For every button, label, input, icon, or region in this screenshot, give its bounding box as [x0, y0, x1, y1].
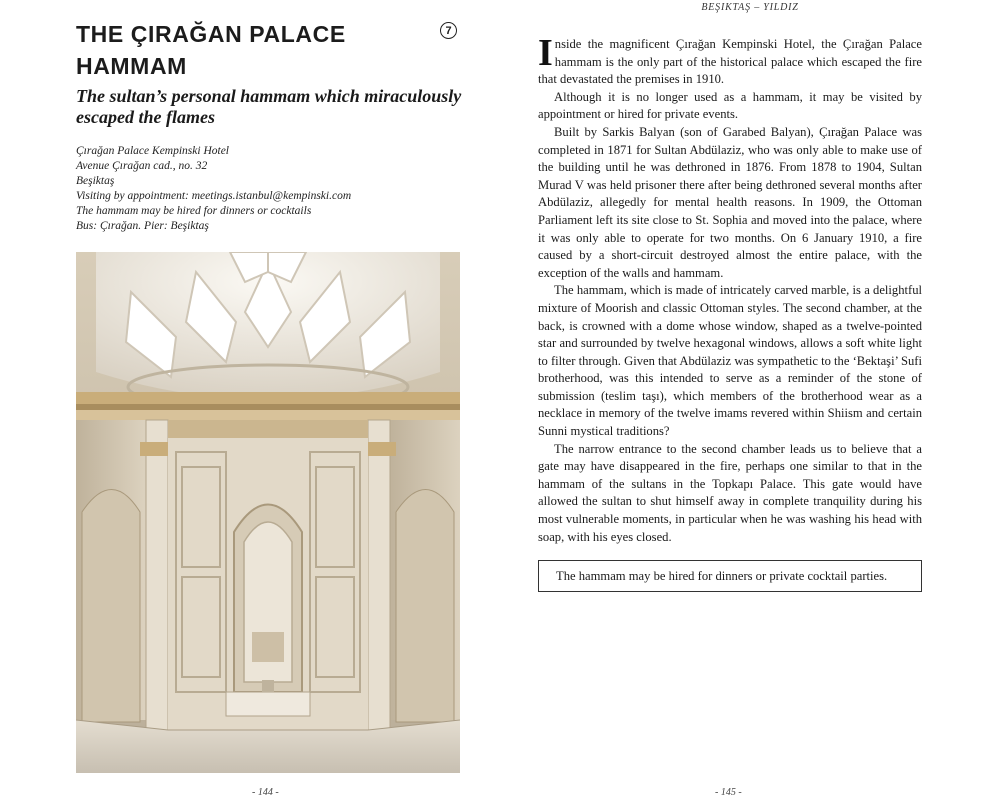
subtitle: The sultan’s personal hammam which miraculously escaped the flames — [76, 86, 462, 127]
paragraph: Built by Sarkis Balyan (son of Garabed Balyan), Çırağan Palace was completed in 1871 for Sultan Abdülaziz, who was only able to make use of the building until he was dethroned in 1876. From 1878 to 1904, Sultan Murad V was held prisoner there after being dethroned several months after Abdülaziz, allegedly for mental health reasons. In 1909, the Ottoman Parliament left its site close to St. Sophia and moved into the palace, where it was only able to operate for two months. On 6 January 1910, a fire caused by a short-circuit destroyed almost the entire palace, with the exception of the walls and hammam. — [538, 124, 922, 280]
right-page — [500, 0, 1000, 800]
paragraph: The hammam, which is made of intricately carved marble, is a delightful mixture of Moorish and classic Ottoman styles. The second chamber, at the back, is crowned with a dome whose window, shaped as a twelve-pointed star and surrounded by twelve hexagonal windows, allows a soft white light to filter through. Given that Abdülaziz was sympathetic to the ‘Bektaşi’ Sufi brotherhood, was this intended to serve as a reminder of the stone of submission (teslim taşı), which members of the brotherhood wear as a necklace in memory of the twelve imams revered within Shiism and certain Sunni mystical traditions? — [538, 283, 922, 439]
paragraph: Inside the magnificent Çırağan Kempinski Hotel, the Çırağan Palace hammam is the only part of the historical palace which escaped the fire that devastated the premises in 1910. — [538, 32, 922, 87]
hammam-photo — [76, 252, 460, 773]
running-head: BEŞIKTAŞ – YILDIZ — [701, 2, 799, 13]
article-body — [538, 32, 922, 546]
entry-number-badge: 7 — [440, 22, 457, 39]
page-title: THE ÇIRAĞAN PALACE HAMMAM — [76, 21, 346, 79]
info-line-hire: The hammam may be hired for dinners or cocktails — [76, 205, 312, 217]
paragraph: The narrow entrance to the second chamber leads us to believe that a gate may have disappeared in the fire, perhaps one similar to that in the hammam of the sultans in the Topkapı Palace. This gate would have allowed the sultan to shut himself away in complete tranquility during his most vulnerable moments, in particular when he was washing his head with soap, with his eyes closed. — [538, 441, 922, 544]
page-number-right: - 145 - — [715, 787, 742, 798]
info-line-visiting: Visiting by appointment: meetings.istanbul@kempinski.com — [76, 190, 352, 202]
drop-cap: I — [538, 32, 553, 74]
info-line-hotel: Çırağan Palace Kempinski Hotel — [76, 145, 229, 157]
info-line-address: Avenue Çırağan cad., no. 32 — [76, 160, 208, 172]
page-number-left: - 144 - — [252, 787, 279, 798]
info-line-transport: Bus: Çırağan. Pier: Beşiktaş — [76, 220, 209, 232]
note-box: The hammam may be hired for dinners or private cocktail parties. — [538, 560, 922, 592]
paragraph: Although it is no longer used as a hammam, it may be visited by appointment or hired for private events. — [538, 89, 922, 122]
practical-info — [76, 144, 466, 234]
info-line-district: Beşiktaş — [76, 175, 115, 187]
